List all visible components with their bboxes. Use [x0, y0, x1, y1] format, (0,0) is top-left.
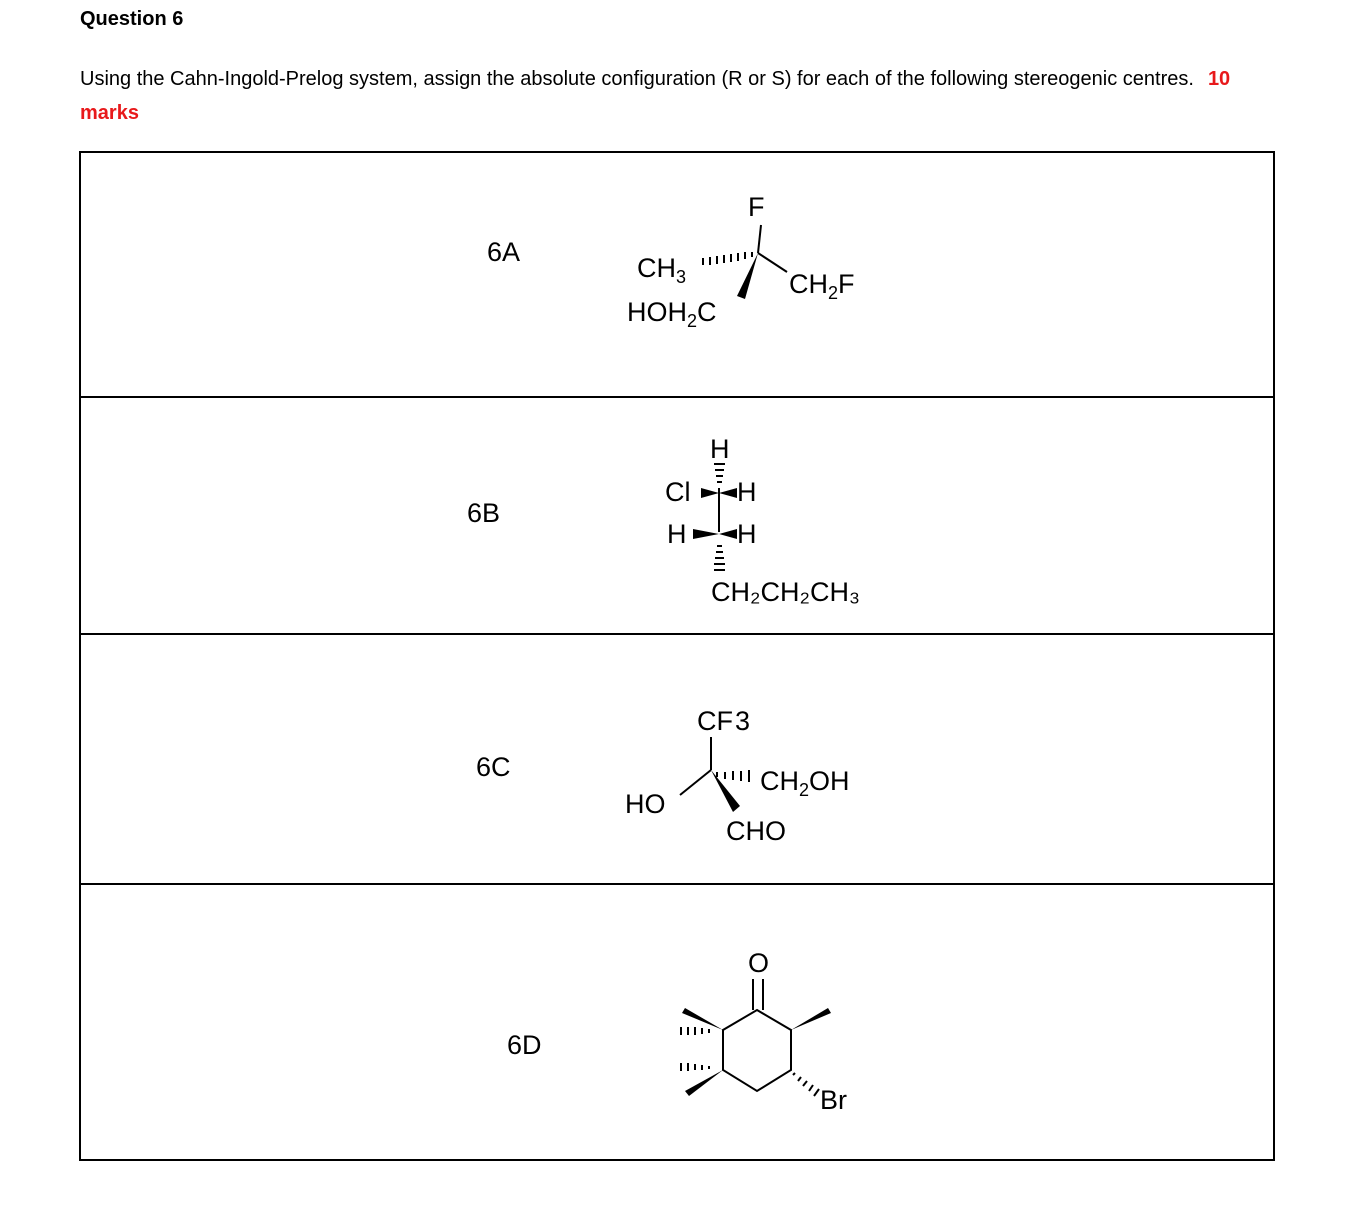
wedge-6b-upper-right [719, 488, 737, 498]
molecule-6c [611, 645, 1011, 865]
structure-label-6b: 6B [467, 498, 501, 528]
atom-6b-upper-right: H [737, 477, 757, 507]
wedge-6d-right [791, 1008, 831, 1030]
molecule-6a [611, 173, 1011, 373]
marks-badge: 10 marks [80, 68, 1231, 124]
question-title: Question 6 [80, 8, 184, 30]
atom-6a-bottom-left: $HOH_2C$ [627, 297, 717, 331]
hash-bond-6c [717, 770, 749, 782]
wedge-6d-lower-left [685, 1070, 723, 1096]
atom-6a-top: F [748, 192, 765, 222]
hash-bond-6b-bottom [714, 546, 725, 570]
atom-6c-bottom: CHO [726, 816, 786, 846]
atom-6c-right: $CH_2OH$ [760, 766, 850, 800]
atom-6a-right: $CH_2F$ [789, 269, 855, 303]
question-prompt [80, 62, 1280, 130]
row-6d [81, 883, 1273, 1161]
wedge-bond-6a [737, 253, 758, 299]
atom-6c-top: CF3 [697, 706, 751, 736]
molecule-6b [621, 408, 1021, 628]
atom-6c-left: HO [625, 789, 666, 819]
structure-label-6d: 6D [507, 1030, 542, 1060]
hash-bond-6d-lower-left [681, 1063, 709, 1071]
atom-6b-top: H [710, 434, 730, 464]
row-6b [81, 396, 1273, 633]
question-text: Using the Cahn-Ingold-Prelog system, assign the absolute configuration (R or S) for each of the following stereogenic centres. [80, 68, 1194, 90]
cyclohexane-ring [723, 1010, 791, 1091]
wedge-6b-upper-left [701, 488, 719, 498]
wedge-6b-lower-left [693, 529, 719, 539]
structure-label-6a: 6A [487, 237, 521, 267]
atom-6d-ketone-o: O [748, 948, 770, 978]
atom-6a-left-top: $CH_3$ [637, 253, 687, 287]
atom-6b-bottom: CH₂CH₂CH₃ [711, 577, 860, 607]
hash-bond-6a [703, 252, 752, 265]
atom-6b-upper-left: Cl [665, 477, 691, 507]
atom-6b-lower-left: H [667, 519, 687, 549]
hash-bond-6b-top [714, 464, 725, 482]
atom-6b-lower-right: H [737, 519, 757, 549]
wedge-6d-upper-left [682, 1008, 723, 1030]
atom-6d-br: Br [820, 1085, 847, 1115]
molecule-6d [641, 895, 1041, 1155]
structure-label-6c: 6C [476, 752, 511, 782]
structures-table [79, 151, 1275, 1161]
hash-bond-6d-upper-left [681, 1027, 709, 1035]
row-6c [81, 633, 1273, 883]
row-6a [81, 153, 1273, 396]
hash-bond-6d-br [793, 1073, 819, 1096]
wedge-6b-lower-right [719, 529, 737, 539]
